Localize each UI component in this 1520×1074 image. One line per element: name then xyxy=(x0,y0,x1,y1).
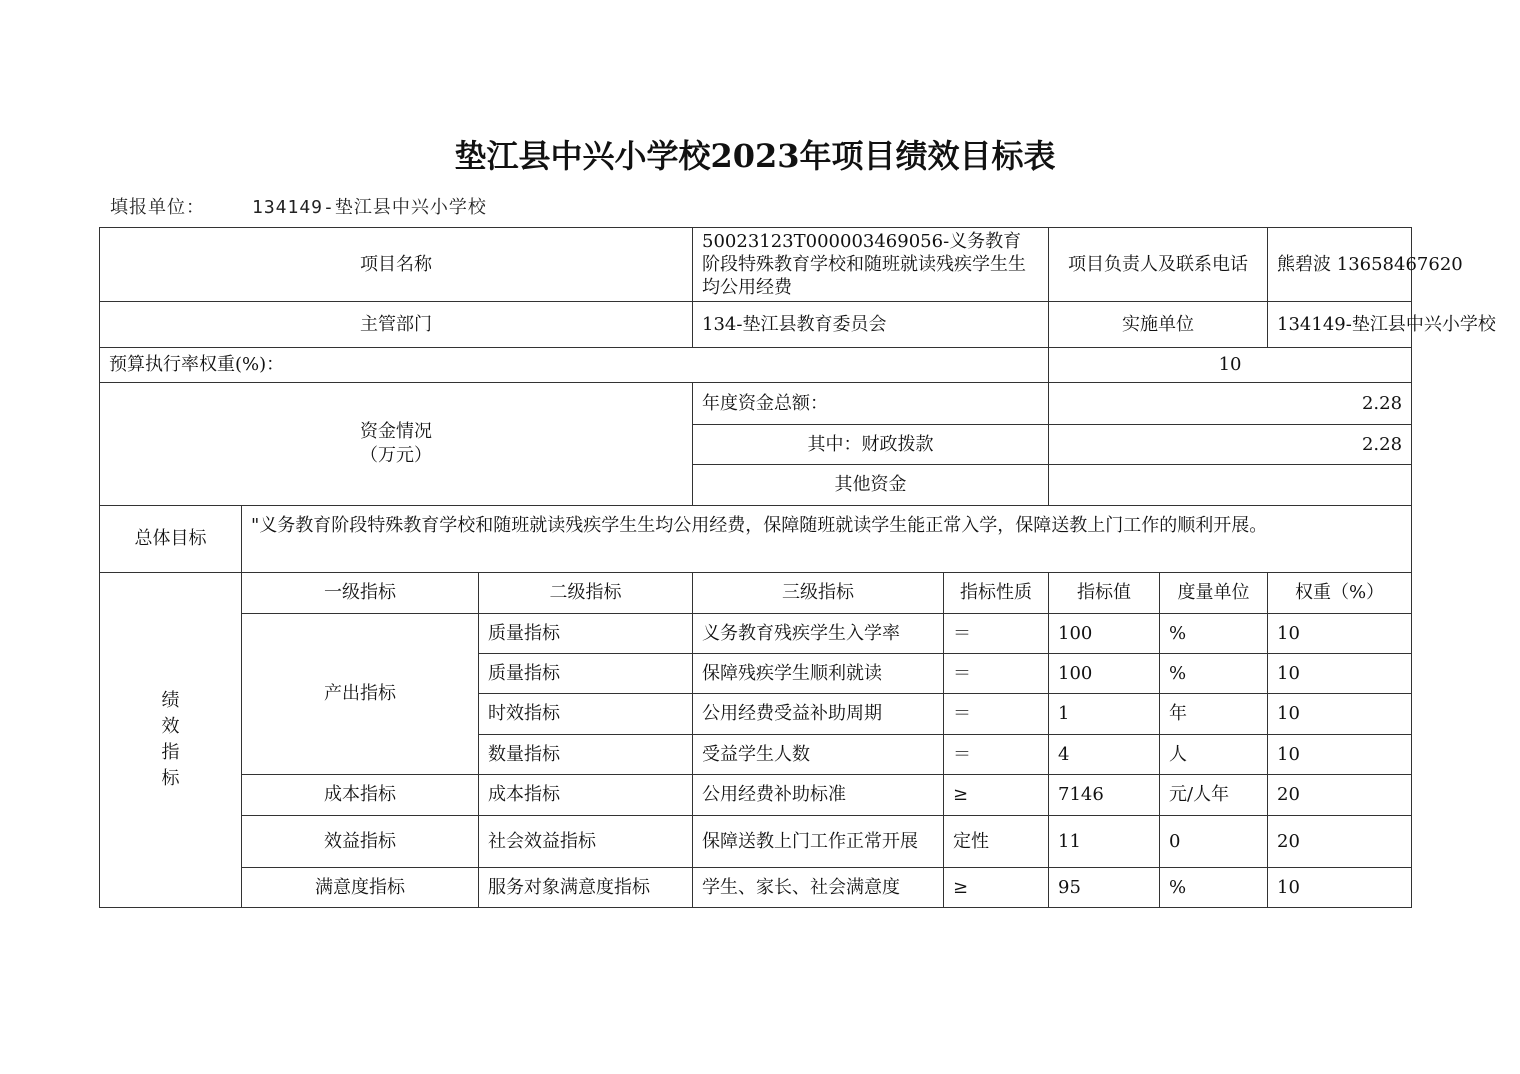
table-row xyxy=(100,816,1412,868)
value-cell: 100 xyxy=(1049,654,1160,694)
level3-cell: 保障送教上门工作正常开展 xyxy=(693,816,944,868)
report-unit-label: 填报单位： xyxy=(110,197,205,218)
overall-goal-row xyxy=(100,506,1412,573)
weight-cell: 10 xyxy=(1268,868,1412,908)
level3-cell: 受益学生人数 xyxy=(693,735,944,775)
nature-cell: 定性 xyxy=(944,816,1049,868)
level2-cell: 数量指标 xyxy=(479,735,693,775)
unit-cell: % xyxy=(1160,614,1268,654)
level1-cost: 成本指标 xyxy=(242,775,479,816)
overall-goal-label: 总体目标 xyxy=(100,506,242,573)
value-cell: 7146 xyxy=(1049,775,1160,816)
level3-cell: 学生、家长、社会满意度 xyxy=(693,868,944,908)
weight-cell: 10 xyxy=(1268,654,1412,694)
header-weight: 权重（%） xyxy=(1268,573,1412,614)
project-name-label: 项目名称 xyxy=(100,228,693,302)
nature-cell: ＝ xyxy=(944,654,1049,694)
funds-label xyxy=(100,383,693,506)
header-value: 指标值 xyxy=(1049,573,1160,614)
indicator-section-label xyxy=(100,573,242,908)
dept-label: 主管部门 xyxy=(100,302,693,348)
budget-rate-label: 预算执行率权重(%)： xyxy=(100,348,1049,383)
indicator-header-row xyxy=(100,573,1412,614)
level1-benefit: 效益指标 xyxy=(242,816,479,868)
department-row xyxy=(100,302,1412,348)
weight-cell: 20 xyxy=(1268,775,1412,816)
table-row xyxy=(100,868,1412,908)
unit-cell: 人 xyxy=(1160,735,1268,775)
level3-cell: 公用经费补助标准 xyxy=(693,775,944,816)
weight-cell: 10 xyxy=(1268,694,1412,735)
funds-total-label: 年度资金总额： xyxy=(693,383,1049,425)
funds-fiscal-value: 2.28 xyxy=(1049,425,1412,465)
impl-unit-value: 134149-垫江县中兴小学校 xyxy=(1268,302,1412,348)
unit-cell: 元/人年 xyxy=(1160,775,1268,816)
value-cell: 95 xyxy=(1049,868,1160,908)
nature-cell: ＝ xyxy=(944,694,1049,735)
level2-cell: 服务对象满意度指标 xyxy=(479,868,693,908)
contact-value: 熊碧波 13658467620 xyxy=(1268,228,1412,302)
level2-cell: 质量指标 xyxy=(479,614,693,654)
nature-cell: ＝ xyxy=(944,735,1049,775)
section-char-4: 标 xyxy=(161,768,180,789)
level2-cell: 社会效益指标 xyxy=(479,816,693,868)
level3-cell: 保障残疾学生顺利就读 xyxy=(693,654,944,694)
report-unit-value: 134149-垫江县中兴小学校 xyxy=(252,197,487,218)
header-nature: 指标性质 xyxy=(944,573,1049,614)
impl-unit-label: 实施单位 xyxy=(1049,302,1268,348)
value-cell: 100 xyxy=(1049,614,1160,654)
overall-goal-text: "义务教育阶段特殊教育学校和随班就读残疾学生生均公用经费，保障随班就读学生能正常入学，保障送教上门工作的顺利开展。 xyxy=(242,506,1412,573)
funds-fiscal-label: 其中：财政拨款 xyxy=(693,425,1049,465)
unit-cell: 年 xyxy=(1160,694,1268,735)
level3-cell: 公用经费受益补助周期 xyxy=(693,694,944,735)
level2-cell: 成本指标 xyxy=(479,775,693,816)
page-title: 垫江县中兴小学校2023年项目绩效目标表 xyxy=(454,137,1056,175)
table-row xyxy=(100,775,1412,816)
report-unit-row xyxy=(110,193,487,219)
performance-target-table xyxy=(99,227,1496,908)
level3-cell: 义务教育残疾学生入学率 xyxy=(693,614,944,654)
funds-total-value: 2.28 xyxy=(1049,383,1412,425)
value-cell: 11 xyxy=(1049,816,1160,868)
value-cell: 4 xyxy=(1049,735,1160,775)
header-level3: 三级指标 xyxy=(693,573,944,614)
weight-cell: 20 xyxy=(1268,816,1412,868)
funds-label-line2: （万元） xyxy=(360,445,432,466)
level2-cell: 质量指标 xyxy=(479,654,693,694)
level1-output: 产出指标 xyxy=(242,614,479,775)
header-unit: 度量单位 xyxy=(1160,573,1268,614)
unit-cell: 0 xyxy=(1160,816,1268,868)
nature-cell: ≥ xyxy=(944,868,1049,908)
weight-cell: 10 xyxy=(1268,735,1412,775)
header-level1: 一级指标 xyxy=(242,573,479,614)
level1-satisfaction: 满意度指标 xyxy=(242,868,479,908)
value-cell: 1 xyxy=(1049,694,1160,735)
section-char-3: 指 xyxy=(161,742,180,763)
section-char-2: 效 xyxy=(161,716,180,737)
funds-total-row xyxy=(100,383,1412,425)
budget-rate-row xyxy=(100,348,1412,383)
project-name-row xyxy=(100,228,1412,302)
unit-cell: % xyxy=(1160,654,1268,694)
funds-other-value xyxy=(1049,465,1412,506)
unit-cell: % xyxy=(1160,868,1268,908)
weight-cell: 10 xyxy=(1268,614,1412,654)
project-name-value: 50023123T000003469056-义务教育阶段特殊教育学校和随班就读残疾学生生均公用经费 xyxy=(693,228,1049,302)
contact-label: 项目负责人及联系电话 xyxy=(1049,228,1268,302)
funds-label-line1: 资金情况 xyxy=(360,421,432,442)
funds-other-label: 其他资金 xyxy=(693,465,1049,506)
table-row xyxy=(100,614,1412,654)
header-level2: 二级指标 xyxy=(479,573,693,614)
section-char-1: 绩 xyxy=(161,690,180,711)
dept-value: 134-垫江县教育委员会 xyxy=(693,302,1049,348)
budget-rate-value: 10 xyxy=(1049,348,1412,383)
nature-cell: ＝ xyxy=(944,614,1049,654)
nature-cell: ≥ xyxy=(944,775,1049,816)
level2-cell: 时效指标 xyxy=(479,694,693,735)
